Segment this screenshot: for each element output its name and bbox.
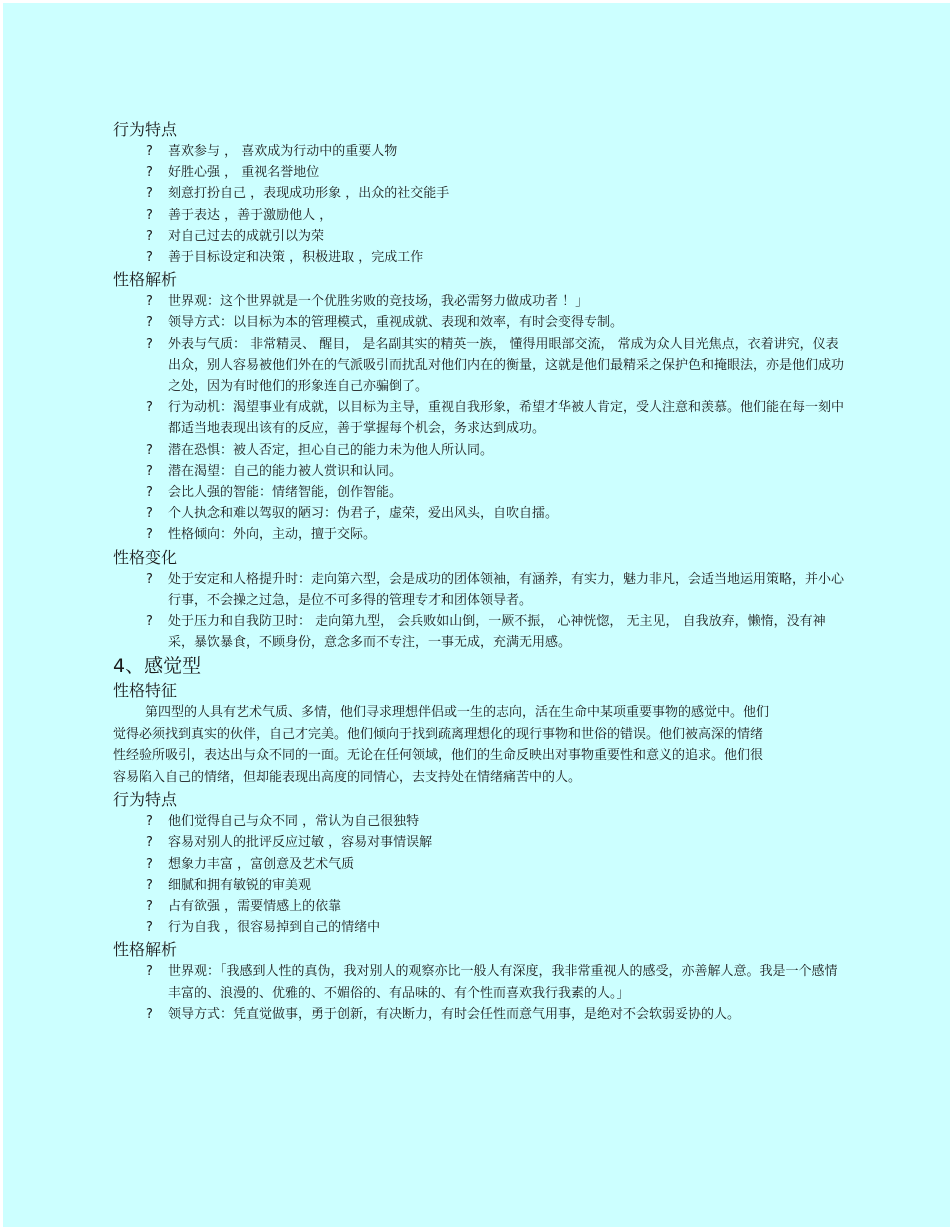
list-item-text: 处于安定和人格提升时：走向第六型，会是成功的团体领袖，有涵养，有实力，魅力非凡，会适当地运用策略，并小心行事，不会操之过急，是位不可多得的管理专才和团体领导者。: [168, 571, 845, 608]
list-item-text: 行为动机：渴望事业有成就，以目标为主导，重视自我形象，希望才华被人肯定，受人注意和羡慕。他们能在每一刻中都适当地表现出该有的反应，善于掌握每个机会，务求达到成功。: [168, 400, 845, 437]
bullet-marker: ?: [146, 856, 153, 872]
bullet-marker: ?: [146, 964, 153, 980]
bullet-marker: ?: [146, 814, 153, 830]
section-heading: 性格解析: [113, 940, 178, 960]
list-item-text: 细腻和拥有敏锐的审美观: [168, 877, 312, 893]
bullet-marker: ?: [146, 835, 153, 851]
bullet-marker: ?: [146, 186, 153, 202]
list-item: [113, 811, 848, 832]
list-item-text: 潜在恐惧：被人否定，担心自己的能力未为他人所认同。: [168, 442, 494, 458]
body-paragraph: [113, 702, 773, 788]
list-item-text: 好胜心强 ， 重视名誉地位: [168, 165, 320, 181]
list-item: [113, 461, 848, 482]
bullet-marker: ?: [146, 920, 153, 936]
list-item-text: 占有欲强 ，需要情感上的依靠: [168, 898, 342, 914]
bullet-marker: ?: [146, 144, 153, 159]
list-item: [113, 503, 848, 524]
list-item-text: 世界观：这个世界就是一个优胜劣败的竞技场，我必需努力做成功者 ！」: [168, 294, 589, 310]
list-item: [113, 312, 848, 333]
list-item: [113, 482, 848, 503]
bullet-list: [113, 141, 853, 268]
bullet-marker: ?: [146, 400, 153, 416]
section-heading: 行为特点: [113, 790, 178, 810]
list-item: [113, 247, 848, 268]
list-item: [113, 896, 848, 917]
bullet-marker: ?: [146, 877, 153, 893]
list-item: [113, 226, 848, 247]
bullet-list: [113, 569, 853, 654]
list-item-text: 个人执念和难以驾驭的陋习：伪君子，虚荣，爱出风头，自吹自擂。: [168, 506, 559, 522]
list-item: [113, 162, 848, 183]
list-item-text: 他们觉得自己与众不同 ，常认为自己很独特: [168, 814, 420, 830]
bullet-list: [113, 291, 853, 545]
chapter-title: 4、感觉型: [113, 655, 202, 678]
bullet-marker: ?: [146, 228, 153, 244]
bullet-marker: ?: [146, 527, 153, 543]
list-item: [113, 917, 848, 938]
bullet-marker: ?: [146, 165, 153, 181]
list-item: [113, 141, 848, 162]
list-item-text: 外表与气质： 非常精灵、 醒目， 是名副其实的精英一族， 懂得用眼部交流， 常成为众人目光焦点，衣着讲究，仪表出众，别人容易被他们外在的气派吸引而扰乱对他们内在的衡量，这就是他们最精采之保护色和掩眼法，亦是他们成功之处，因为有时他们的形象连自己亦骗倒了。: [168, 336, 845, 395]
list-item-text: 刻意打扮自己 ，表现成功形象 ，出众的社交能手: [168, 186, 450, 202]
list-item-text: 善于目标设定和决策 ，积极进取 ，完成工作: [168, 250, 424, 266]
section-heading: 性格特征: [113, 681, 178, 701]
bullet-marker: ?: [146, 898, 153, 914]
section-heading: 行为特点: [113, 120, 178, 139]
list-item: [113, 291, 848, 312]
list-item-text: 领导方式：以目标为本的管理模式，重视成就、表现和效率，有时会变得专制。: [168, 315, 624, 331]
list-item: [113, 854, 848, 875]
list-item: [113, 524, 848, 545]
list-item: [113, 397, 848, 439]
list-item: [113, 961, 848, 1003]
list-item-text: 潜在渴望：自己的能力被人赏识和认同。: [168, 463, 403, 479]
list-item: [113, 334, 848, 398]
list-item: [113, 832, 848, 853]
bullet-marker: ?: [146, 506, 153, 522]
list-item-text: 喜欢参与 ， 喜欢成为行动中的重要人物: [168, 144, 398, 159]
section-heading: 性格变化: [113, 547, 178, 567]
list-item: [113, 611, 848, 653]
bullet-marker: ?: [146, 1006, 153, 1022]
bullet-marker: ?: [146, 315, 153, 331]
bullet-marker: ?: [146, 463, 153, 479]
list-item: [113, 569, 848, 611]
list-item: [113, 205, 848, 226]
list-item: [113, 1004, 848, 1025]
list-item-text: 想象力丰富 ，富创意及艺术气质: [168, 856, 355, 872]
paragraph-text: 第四型的人具有艺术气质、多情，他们寻求理想伴侣或一生的志向，活在生命中某项重要事物的感觉中。他们觉得必须找到真实的伙伴，自己才完美。他们倾向于找到疏离理想化的现行事物和世俗的错误。他们被高深的情绪性经验所吸引，表达出与众不同的一面。无论在任何领域，他们的生命反映出对事物重要性和意义的追求。他们很容易陷入自己的情绪，但却能表现出高度的同情心，去支持处在情绪痛苦中的人。: [113, 705, 770, 785]
list-item-text: 善于表达 ，善于激励他人 ，: [168, 207, 333, 223]
list-item-text: 对自己过去的成就引以为荣: [168, 228, 325, 244]
bullet-list: [113, 961, 853, 1025]
list-item: [113, 440, 848, 461]
bullet-marker: ?: [146, 294, 153, 310]
list-item-text: 处于压力和自我防卫时： 走向第九型， 会兵败如山倒，一厥不振， 心神恍惚， 无主见， 自我放弃，懒惰，没有神采，暴饮暴食，不顾身份，意念多而不专注，一事无成，充满无用感。: [168, 614, 826, 651]
bullet-marker: ?: [146, 250, 153, 266]
list-item-text: 性格倾向：外向，主动，擅于交际。: [168, 527, 377, 543]
bullet-marker: ?: [146, 571, 153, 587]
list-item-text: 领导方式：凭直觉做事，勇于创新，有决断力，有时会任性而意气用事，是绝对不会软弱妥协的人。: [168, 1006, 741, 1022]
document-content: [113, 118, 853, 1025]
list-item-text: 会比人强的智能：情绪智能，创作智能。: [168, 485, 403, 501]
list-item-text: 行为自我 ，很容易掉到自己的情绪中: [168, 920, 381, 936]
bullet-marker: ?: [146, 207, 153, 223]
bullet-marker: ?: [146, 442, 153, 458]
bullet-list: [113, 811, 853, 938]
list-item-text: 容易对别人的批评反应过敏 ，容易对事情误解: [168, 835, 433, 851]
list-item: [113, 875, 848, 896]
list-item-text: 世界观：「我感到人性的真伪，我对别人的观察亦比一般人有深度，我非常重视人的感受，亦善解人意。我是一个感情丰富的、浪漫的、优雅的、不媚俗的、有品味的、有个性而喜欢我行我素的人。」: [168, 964, 838, 1001]
section-heading: 性格解析: [113, 270, 178, 290]
bullet-marker: ?: [146, 336, 153, 352]
bullet-marker: ?: [146, 614, 153, 630]
list-item: [113, 183, 848, 204]
bullet-marker: ?: [146, 485, 153, 501]
